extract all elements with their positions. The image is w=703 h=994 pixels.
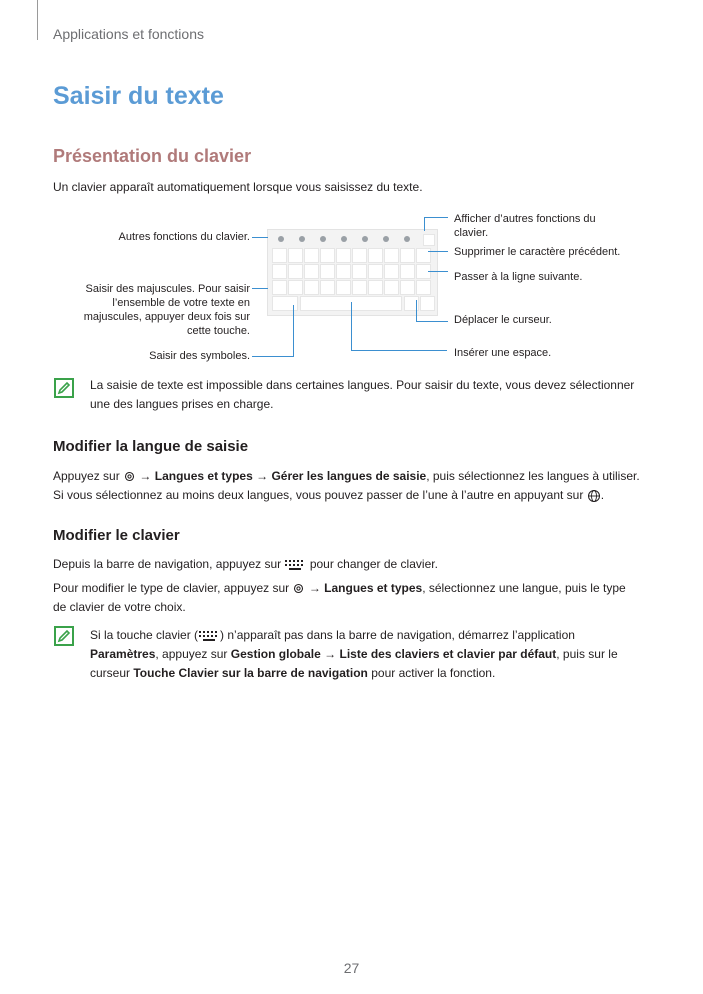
key [352, 264, 367, 279]
arrow: → [324, 647, 337, 661]
callout-line [351, 350, 447, 351]
text: . [600, 488, 605, 502]
arrow: → [139, 469, 152, 483]
key [336, 280, 351, 295]
callout-uppercase: Saisir des majuscules. Pour saisir l’ensemble de votre texte en majuscules, appuyer deux fois sur cette touche. [83, 283, 250, 337]
menu-general-management: Gestion globale [230, 647, 321, 661]
intro-paragraph: Un clavier apparaît automatiquement lorsque vous saisissez du texte. [53, 180, 423, 194]
callout-line [351, 302, 352, 351]
text: , sélectionnez une langue, puis le type [422, 581, 626, 595]
key [304, 280, 319, 295]
toolbar-dot [362, 236, 368, 242]
section-heading-change-keyboard: Modifier le clavier [53, 527, 180, 544]
cursor-right-key [420, 296, 435, 311]
arrow: → [308, 581, 321, 595]
key [400, 264, 415, 279]
globe-icon [587, 489, 601, 503]
callout-delete: Supprimer le caractère précédent. [454, 246, 621, 258]
toolbar-dot [278, 236, 284, 242]
gear-icon [292, 582, 305, 595]
callout-line [424, 217, 425, 231]
toolbar-dot [299, 236, 305, 242]
key [384, 280, 399, 295]
text: pour activer la fonction. [371, 666, 496, 680]
key [272, 248, 287, 263]
key [304, 264, 319, 279]
menu-manage-languages: Gérer les langues de saisie [271, 469, 427, 483]
note-unsupported-languages: La saisie de texte est impossible dans certaines langues. Pour saisir du texte, vous devez sélectionner une des langues prises en charge. [90, 378, 635, 411]
key [368, 280, 383, 295]
text: , appuyez sur [155, 647, 228, 661]
text: ) n’apparaît pas dans la barre de navigation, démarrez l’application [220, 628, 575, 642]
text: de clavier de votre choix. [53, 600, 186, 614]
key [416, 280, 431, 295]
keyboard-icon [284, 558, 306, 572]
menu-languages-types: Langues et types [154, 469, 253, 483]
more-key [423, 234, 435, 246]
menu-keyboard-list: Liste des claviers et clavier par défaut [339, 647, 557, 661]
toggle-keyboard-button: Touche Clavier sur la barre de navigation [133, 666, 368, 680]
key [368, 264, 383, 279]
section-heading-input-language: Modifier la langue de saisie [53, 438, 249, 455]
callout-line [252, 288, 268, 289]
key [272, 264, 287, 279]
callout-more-functions: Afficher d’autres fonctions du clavier. [454, 213, 596, 239]
callout-line [424, 217, 448, 218]
key [400, 280, 415, 295]
note-keyboard-key [90, 626, 650, 683]
gear-icon [123, 470, 136, 483]
key [400, 248, 415, 263]
page-title: Saisir du texte [53, 82, 224, 110]
note-icon [54, 626, 74, 646]
toolbar-dot [320, 236, 326, 242]
arrow: → [256, 469, 269, 483]
callout-newline: Passer à la ligne suivante. [454, 271, 583, 283]
callout-line [416, 321, 448, 322]
key [320, 248, 335, 263]
text: Pour modifier le type de clavier, appuyez sur [53, 581, 290, 595]
text: Si vous sélectionnez au moins deux langues, vous pouvez passer de l’une à l’autre en appuyant sur [53, 488, 584, 502]
callout-space: Insérer une espace. [454, 347, 552, 359]
key [304, 248, 319, 263]
key [384, 264, 399, 279]
key [320, 280, 335, 295]
key [368, 248, 383, 263]
callout-symbols: Saisir des symboles. [149, 350, 250, 362]
key [288, 248, 303, 263]
callout-line [416, 300, 417, 322]
key [288, 264, 303, 279]
callout-line [252, 356, 294, 357]
menu-languages-types: Langues et types [324, 581, 423, 595]
text: Depuis la barre de navigation, appuyez sur [53, 557, 282, 571]
key [336, 248, 351, 263]
text: Si la touche clavier ( [90, 628, 199, 642]
text: Appuyez sur [53, 469, 120, 483]
language-paragraph-1 [53, 467, 653, 486]
keyboard-paragraph-1 [53, 555, 653, 574]
app-settings: Paramètres [90, 647, 156, 661]
language-paragraph-2 [53, 486, 673, 505]
keyboard-icon [198, 629, 220, 643]
note-icon [54, 378, 74, 398]
toolbar-dot [383, 236, 389, 242]
page-number: 27 [343, 960, 360, 976]
key [272, 280, 287, 295]
key [384, 248, 399, 263]
header-rule [37, 0, 38, 40]
callout-line [293, 305, 294, 357]
key [288, 280, 303, 295]
key [352, 248, 367, 263]
text: curseur [90, 666, 131, 680]
toolbar-dot [404, 236, 410, 242]
callout-line [252, 237, 268, 238]
keyboard-illustration [267, 229, 438, 316]
callout-cursor: Déplacer le curseur. [454, 314, 552, 326]
symbols-key [272, 296, 298, 311]
key [352, 280, 367, 295]
section-heading-keyboard-overview: Présentation du clavier [53, 146, 252, 166]
toolbar-dot [341, 236, 347, 242]
text: , puis sur le [556, 647, 618, 661]
key [320, 264, 335, 279]
text: , puis sélectionnez les langues à utiliser. [426, 469, 640, 483]
text: pour changer de clavier. [309, 557, 438, 571]
callout-line [428, 251, 448, 252]
key [336, 264, 351, 279]
callout-line [428, 271, 448, 272]
keyboard-paragraph-2 [53, 579, 653, 617]
section-header: Applications et fonctions [53, 26, 204, 42]
callout-other-functions: Autres fonctions du clavier. [118, 231, 250, 243]
